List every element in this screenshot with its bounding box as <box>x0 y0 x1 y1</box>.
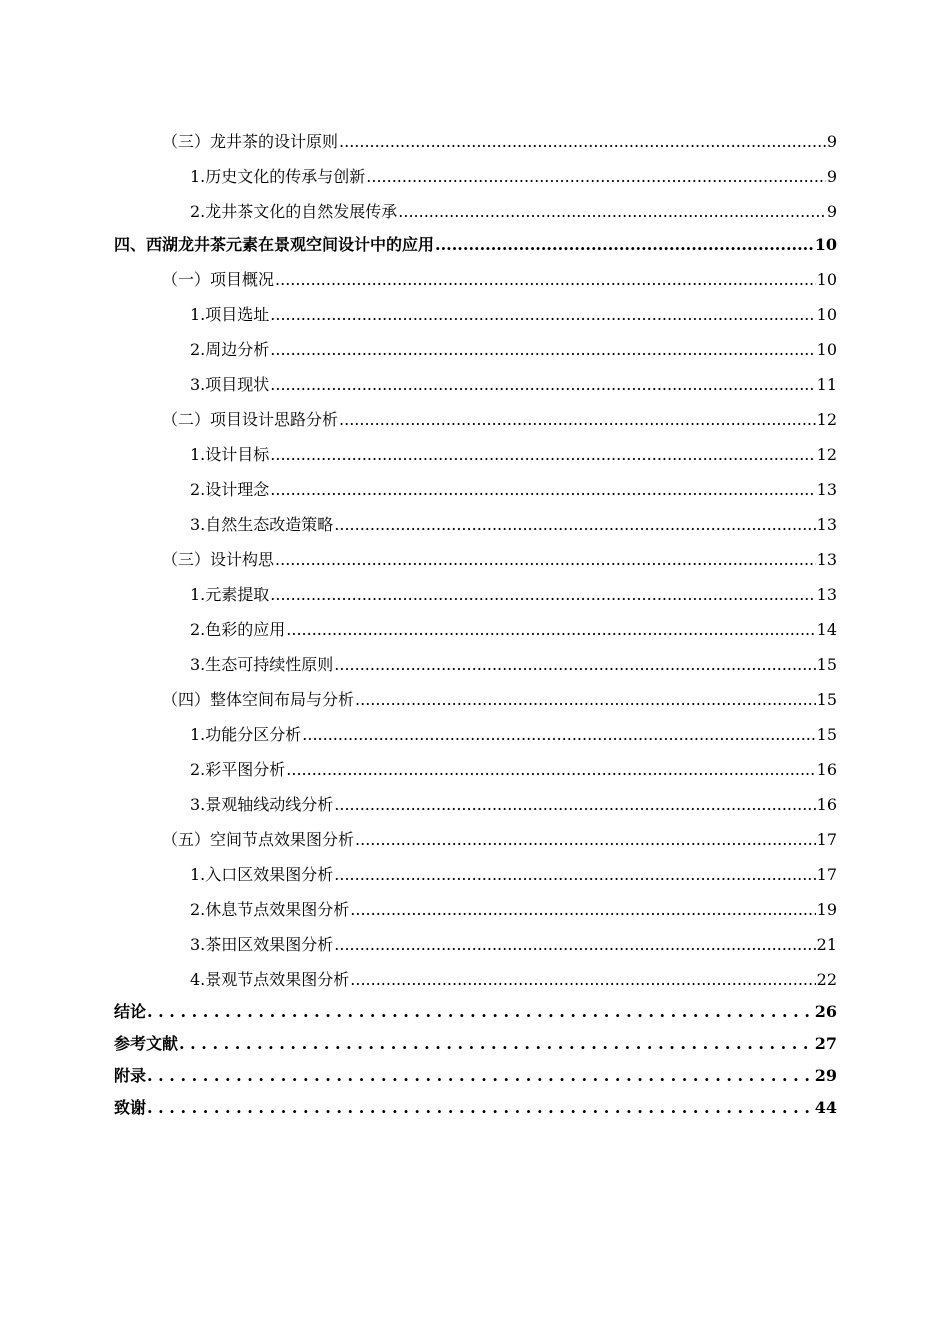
toc-entry-title: （一）项目概况 <box>162 270 275 289</box>
toc-entry[interactable] <box>114 325 837 360</box>
toc-dot-leader <box>366 167 826 187</box>
toc-entry[interactable] <box>114 570 837 605</box>
toc-entry-title: 致谢 <box>114 1098 147 1117</box>
toc-entry[interactable] <box>114 640 837 675</box>
toc-chapter-entry[interactable] <box>114 222 837 255</box>
toc-entry[interactable] <box>114 605 837 640</box>
toc-entry-page: 17 <box>816 830 837 849</box>
toc-dot-leader <box>435 235 814 255</box>
toc-entry-page: 13 <box>816 550 837 569</box>
toc-entry-title: 2.周边分析 <box>190 340 270 359</box>
toc-entry-title: 2.设计理念 <box>190 480 270 499</box>
toc-entry-page: 9 <box>826 167 837 186</box>
toc-entry-title: 1.历史文化的传承与创新 <box>190 167 366 186</box>
toc-dot-leader <box>334 865 815 885</box>
toc-dot-leader <box>275 550 816 570</box>
toc-entry-title: 1.设计目标 <box>190 445 270 464</box>
toc-dot-leader <box>334 935 815 955</box>
toc-entry-page: 11 <box>816 375 837 394</box>
toc-entry-page: 26 <box>814 1002 837 1021</box>
toc-entry-title: 附录 <box>114 1066 147 1085</box>
toc-entry-title: 2.色彩的应用 <box>190 620 286 639</box>
toc-entry-page: 12 <box>816 445 837 464</box>
toc-entry-page: 14 <box>816 620 837 639</box>
toc-entry[interactable] <box>114 360 837 395</box>
toc-dot-leader <box>350 970 815 990</box>
toc-entry[interactable] <box>114 815 837 850</box>
toc-entry-title: 1.入口区效果图分析 <box>190 865 334 884</box>
toc-entry[interactable] <box>114 430 837 465</box>
toc-entry-title: 2.休息节点效果图分析 <box>190 900 350 919</box>
toc-entry-page: 9 <box>826 132 837 151</box>
toc-entry-page: 15 <box>816 690 837 709</box>
toc-entry[interactable] <box>114 745 837 780</box>
toc-entry[interactable] <box>114 955 837 990</box>
toc-entry-title: 结论 <box>114 1002 147 1021</box>
toc-entry[interactable] <box>114 500 837 535</box>
toc-dot-leader <box>398 202 826 222</box>
toc-dot-leader <box>339 132 826 152</box>
toc-section-entry[interactable] <box>114 1022 837 1054</box>
toc-entry-page: 15 <box>816 725 837 744</box>
toc-entry-page: 10 <box>816 305 837 324</box>
toc-entry-page: 17 <box>816 865 837 884</box>
toc-entry-page: 21 <box>816 935 837 954</box>
toc-entry[interactable] <box>114 395 837 430</box>
toc-entry[interactable] <box>114 710 837 745</box>
toc-dot-leader <box>286 620 815 640</box>
toc-entry-page: 13 <box>816 480 837 499</box>
toc-dot-leader <box>286 760 815 780</box>
toc-dot-leader <box>339 410 816 430</box>
toc-entry-page: 29 <box>814 1066 837 1085</box>
toc-dot-leader <box>270 480 815 500</box>
toc-entry-page: 10 <box>816 340 837 359</box>
toc-dot-leader <box>334 795 815 815</box>
toc-entry-page: 10 <box>814 235 837 254</box>
toc-dot-leader <box>147 1002 814 1022</box>
toc-entry-title: 2.彩平图分析 <box>190 760 286 779</box>
toc-entry[interactable] <box>114 255 837 290</box>
toc-entry-page: 27 <box>814 1034 837 1053</box>
toc-dot-leader <box>179 1034 814 1054</box>
toc-entry-page: 13 <box>816 515 837 534</box>
toc-dot-leader <box>147 1098 814 1118</box>
toc-entry[interactable] <box>114 780 837 815</box>
toc-dot-leader <box>355 830 816 850</box>
toc-entry[interactable] <box>114 290 837 325</box>
toc-entry-title: （三）设计构思 <box>162 550 275 569</box>
toc-dot-leader <box>270 585 815 605</box>
toc-entry-title: 3.项目现状 <box>190 375 270 394</box>
toc-entry[interactable] <box>114 465 837 500</box>
toc-dot-leader <box>270 340 815 360</box>
toc-entry[interactable] <box>114 850 837 885</box>
toc-dot-leader <box>302 725 815 745</box>
toc-entry-title: （五）空间节点效果图分析 <box>162 830 355 849</box>
toc-entry[interactable] <box>114 152 837 187</box>
toc-entry-title: 3.茶田区效果图分析 <box>190 935 334 954</box>
toc-entry[interactable] <box>114 535 837 570</box>
toc-entry[interactable] <box>114 187 837 222</box>
toc-entry-page: 15 <box>816 655 837 674</box>
toc-entry-title: 3.自然生态改造策略 <box>190 515 334 534</box>
table-of-contents <box>114 117 837 1118</box>
toc-entry[interactable] <box>114 885 837 920</box>
toc-entry-page: 9 <box>826 202 837 221</box>
toc-entry-page: 19 <box>816 900 837 919</box>
toc-entry-title: 2.龙井茶文化的自然发展传承 <box>190 202 398 221</box>
toc-dot-leader <box>355 690 816 710</box>
toc-dot-leader <box>147 1066 814 1086</box>
toc-section-entry[interactable] <box>114 1054 837 1086</box>
toc-entry-title: 1.元素提取 <box>190 585 270 604</box>
toc-entry-page: 44 <box>814 1098 837 1117</box>
toc-entry-page: 13 <box>816 585 837 604</box>
toc-dot-leader <box>270 305 815 325</box>
toc-entry-title: 1.功能分区分析 <box>190 725 302 744</box>
toc-entry-page: 16 <box>816 795 837 814</box>
toc-dot-leader <box>275 270 816 290</box>
toc-entry-title: （三）龙井茶的设计原则 <box>162 132 339 151</box>
toc-entry-title: 1.项目选址 <box>190 305 270 324</box>
toc-entry-title: 3.生态可持续性原则 <box>190 655 334 674</box>
toc-entry[interactable] <box>114 920 837 955</box>
toc-entry-title: 4.景观节点效果图分析 <box>190 970 350 989</box>
toc-dot-leader <box>334 515 815 535</box>
toc-entry-title: 3.景观轴线动线分析 <box>190 795 334 814</box>
toc-section-entry[interactable] <box>114 990 837 1022</box>
toc-entry-title: 参考文献 <box>114 1034 179 1053</box>
toc-entry-page: 22 <box>816 970 837 989</box>
toc-entry-title: （二）项目设计思路分析 <box>162 410 339 429</box>
toc-entry[interactable] <box>114 675 837 710</box>
toc-entry-title: 四、西湖龙井茶元素在景观空间设计中的应用 <box>114 235 435 254</box>
toc-dot-leader <box>334 655 815 675</box>
toc-dot-leader <box>270 375 815 395</box>
toc-entry[interactable] <box>114 117 837 152</box>
toc-section-entry[interactable] <box>114 1086 837 1118</box>
toc-entry-page: 16 <box>816 760 837 779</box>
toc-entry-page: 10 <box>816 270 837 289</box>
toc-entry-page: 12 <box>816 410 837 429</box>
toc-dot-leader <box>270 445 815 465</box>
toc-entry-title: （四）整体空间布局与分析 <box>162 690 355 709</box>
toc-dot-leader <box>350 900 815 920</box>
